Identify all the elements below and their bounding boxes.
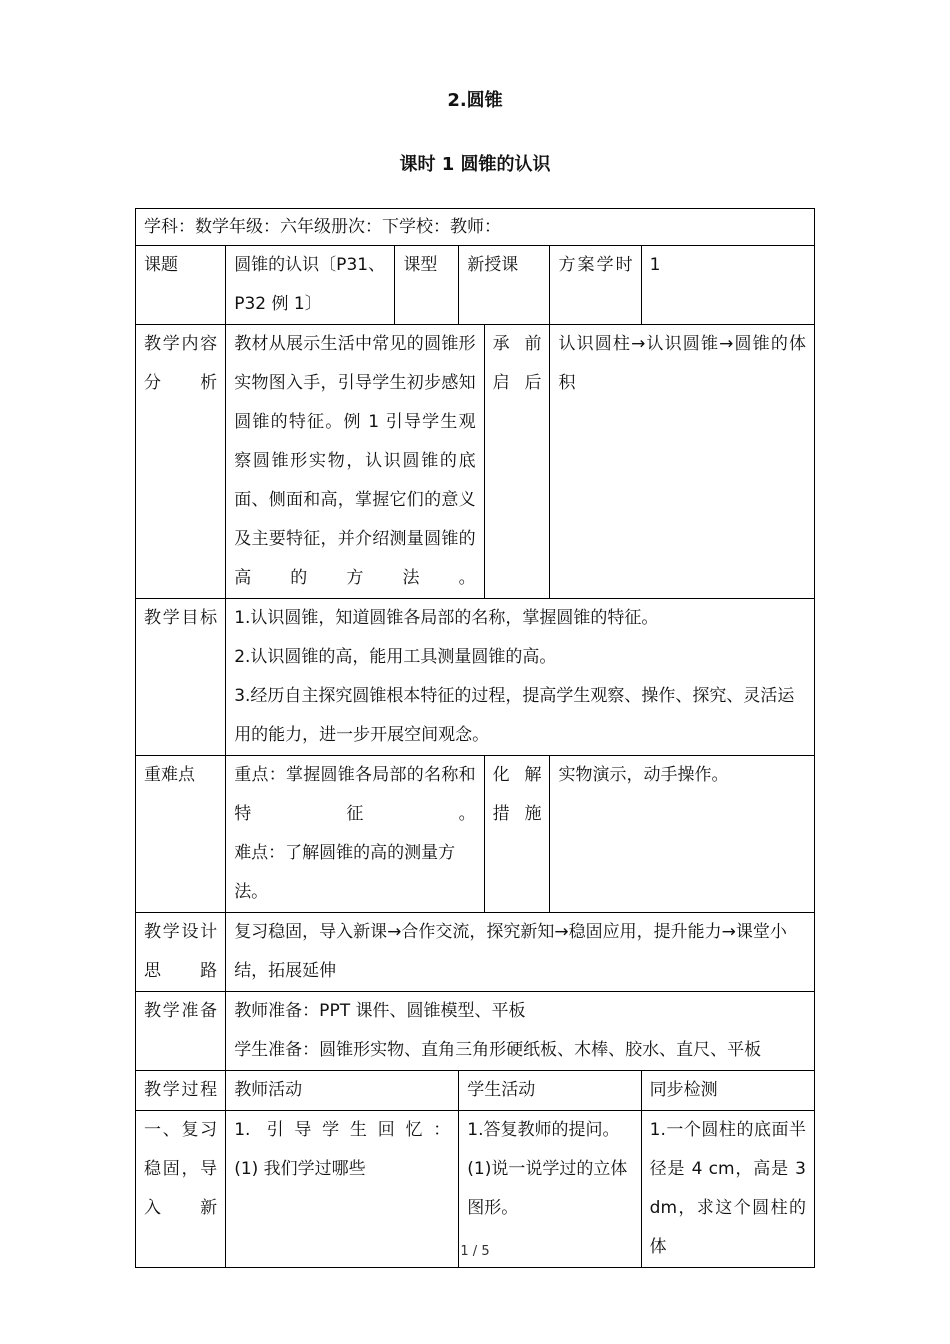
analysis-label: 教学内容分析 [136,325,226,599]
link-value: 认识圆柱→认识圆锥→圆锥的体积 [550,325,815,599]
goal-item: 3.经历自主探究圆锥根本特征的过程，提高学生观察、操作、探究、灵活运用的能力，进一步开展空间观念。 [234,686,795,745]
stage-label: 一、复习稳固，导入新 [136,1111,226,1268]
teacher-activity-line: 1. 引导学生回忆： [234,1120,451,1140]
header-info: 学科：数学年级：六年级册次：下学校：教师： [136,209,815,246]
solve-label: 化解措施 [484,756,550,913]
document-title: 2.圆锥 [447,90,503,111]
key-label: 重难点 [136,756,226,913]
type-value: 新授课 [459,246,550,325]
goal-item: 2.认识圆锥的高，能用工具测量圆锥的高。 [234,647,557,667]
student-activity-line: 1.答复教师的提问。 [467,1120,620,1140]
key-row [136,756,815,913]
design-row [136,913,815,992]
prep-row [136,992,815,1071]
goals-label: 教学目标 [136,599,226,756]
header-row [136,209,815,246]
analysis-row [136,325,815,599]
check-header: 同步检测 [641,1071,814,1111]
topic-row [136,246,815,325]
lesson-title: 课时 1 圆锥的认识 [399,154,551,175]
process-header-row [136,1071,815,1111]
key-point: 重点：掌握圆锥各局部的名称和特征。 [234,765,476,824]
lesson-plan-table [135,208,815,1268]
goals-list [226,599,815,756]
type-label: 课型 [395,246,459,325]
goal-item: 1.认识圆锥，知道圆锥各局部的名称，掌握圆锥的特征。 [234,608,659,628]
teacher-activity-line: (1) 我们学过哪些 [234,1159,366,1179]
prep-value [226,992,815,1071]
prep-label: 教学准备 [136,992,226,1071]
process-label: 教学过程 [136,1071,226,1111]
teacher-prep: 教师准备：PPT 课件、圆锥模型、平板 [234,1001,526,1021]
student-prep: 学生准备：圆锥形实物、直角三角形硬纸板、木棒、胶水、直尺、平板 [234,1040,762,1060]
link-label: 承前启后 [484,325,550,599]
teacher-activity-header: 教师活动 [226,1071,459,1111]
topic-label: 课题 [136,246,226,325]
student-activity-line: (1)说一说学过的立体图形。 [467,1159,628,1218]
plan-label: 方案学时 [550,246,641,325]
solve-value: 实物演示，动手操作。 [550,756,815,913]
page-number: 1 / 5 [460,1244,490,1259]
check-content: 1.一个圆柱的底面半径是 4 cm，高是 3 dm，求这个圆柱的体 [641,1111,814,1268]
student-activity-header: 学生活动 [459,1071,641,1111]
topic-value: 圆锥的认识〔P31、P32 例 1〕 [226,246,395,325]
key-value [226,756,484,913]
plan-value: 1 [641,246,814,325]
goals-row [136,599,815,756]
design-value: 复习稳固，导入新课→合作交流，探究新知→稳固应用，提升能力→课堂小结，拓展延伸 [226,913,815,992]
design-label: 教学设计思路 [136,913,226,992]
analysis-value: 教材从展示生活中常见的圆锥形实物图入手，引导学生初步感知圆锥的特征。例 1 引导学生观察圆锥形实物，认识圆锥的底面、侧面和高，掌握它们的意义及主要特征，并介绍测量圆锥的高的方法。 [226,325,484,599]
difficult-point: 难点：了解圆锥的高的测量方法。 [234,843,456,902]
